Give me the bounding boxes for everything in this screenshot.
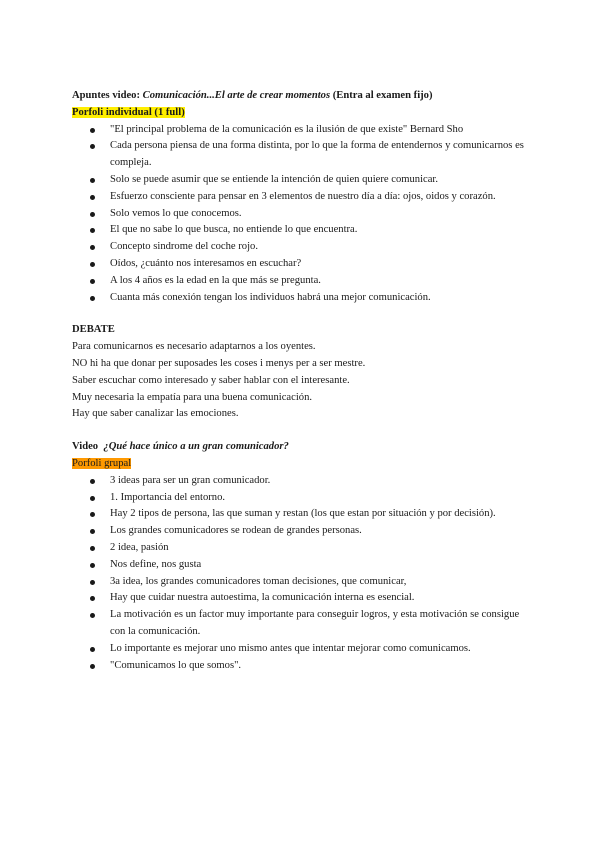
- document-page: [72, 88, 542, 674]
- section2-heading: [72, 439, 542, 456]
- list-item: A los 4 años es la edad en la que más se pregunta.: [72, 273, 542, 290]
- list-item: 2 idea, pasión: [72, 540, 542, 557]
- list-item: 3 ideas para ser un gran comunicador.: [72, 473, 542, 490]
- section1-bullet-list: [72, 122, 542, 307]
- list-item: Hay 2 tipos de persona, las que suman y restan (los que estan por situación y por decisión).: [72, 506, 542, 523]
- section2-bullet-list: [72, 473, 542, 675]
- section2-heading-prefix: Video: [72, 441, 104, 453]
- list-item: La motivación es un factor muy importante para conseguir logros, y esta motivación se consigue con la comunicación.: [72, 607, 528, 641]
- debate-line: NO hi ha que donar per suposades les coses i menys per a ser mestre.: [72, 357, 366, 369]
- list-item: Nos define, nos gusta: [72, 557, 542, 574]
- debate-line: Hay que saber canalizar las emociones.: [72, 408, 239, 420]
- list-item: 3a idea, los grandes comunicadores toman decisiones, que comunicar,: [72, 574, 542, 591]
- list-item: Esfuerzo consciente para pensar en 3 elementos de nuestro día a día: ojos, oidos y corazón.: [72, 189, 542, 206]
- list-item: Los grandes comunicadores se rodean de grandes personas.: [72, 523, 542, 540]
- list-item: "El principal problema de la comunicación es la ilusión de que existe" Bernard Sho: [72, 122, 542, 139]
- debate-line: Muy necesaria la empatía para una buena comunicación.: [72, 391, 313, 403]
- section1-heading: [72, 88, 542, 105]
- debate-line: Saber escuchar como interesado y saber hablar con el interesante.: [72, 374, 350, 386]
- list-item: 1. Importancia del entorno.: [72, 490, 542, 507]
- list-item: Hay que cuidar nuestra autoestima, la comunicación interna es esencial.: [72, 590, 542, 607]
- list-item: Oídos, ¿cuánto nos interesamos en escuchar?: [72, 256, 542, 273]
- section1-heading-title: Comunicación...El arte de crear momentos: [142, 90, 331, 101]
- section2-heading-title: ¿Qué hace único a un gran comunicador?: [103, 441, 289, 453]
- list-item: Solo se puede asumir que se entiende la intención de quien quiere comunicar.: [72, 172, 542, 189]
- list-item: Solo vemos lo que conocemos.: [72, 206, 542, 223]
- debate-line: Para comunicarnos es necesario adaptarnos a los oyentes.: [72, 341, 316, 353]
- section2-tag: Porfoli grupal: [72, 457, 132, 469]
- section1-tag: Porfoli individual (1 full): [72, 106, 185, 118]
- list-item: Cuanta más conexión tengan los individuos habrá una mejor comunicación.: [72, 290, 542, 307]
- list-item: "Comunicamos lo que somos".: [72, 658, 542, 675]
- list-item: El que no sabe lo que busca, no entiende lo que encuentra.: [72, 222, 542, 239]
- list-item: Concepto sindrome del coche rojo.: [72, 239, 542, 256]
- list-item: Lo importante es mejorar uno mismo antes que intentar mejorar como comunicamos.: [72, 641, 542, 658]
- section1-heading-suffix: (Entra al examen fijo): [330, 90, 433, 101]
- list-item: Cada persona piensa de una forma distinta, por lo que la forma de entendernos y comunicarnos es compleja.: [72, 138, 528, 172]
- debate-heading: DEBATE: [72, 324, 115, 336]
- section1-heading-prefix: Apuntes video:: [72, 90, 143, 101]
